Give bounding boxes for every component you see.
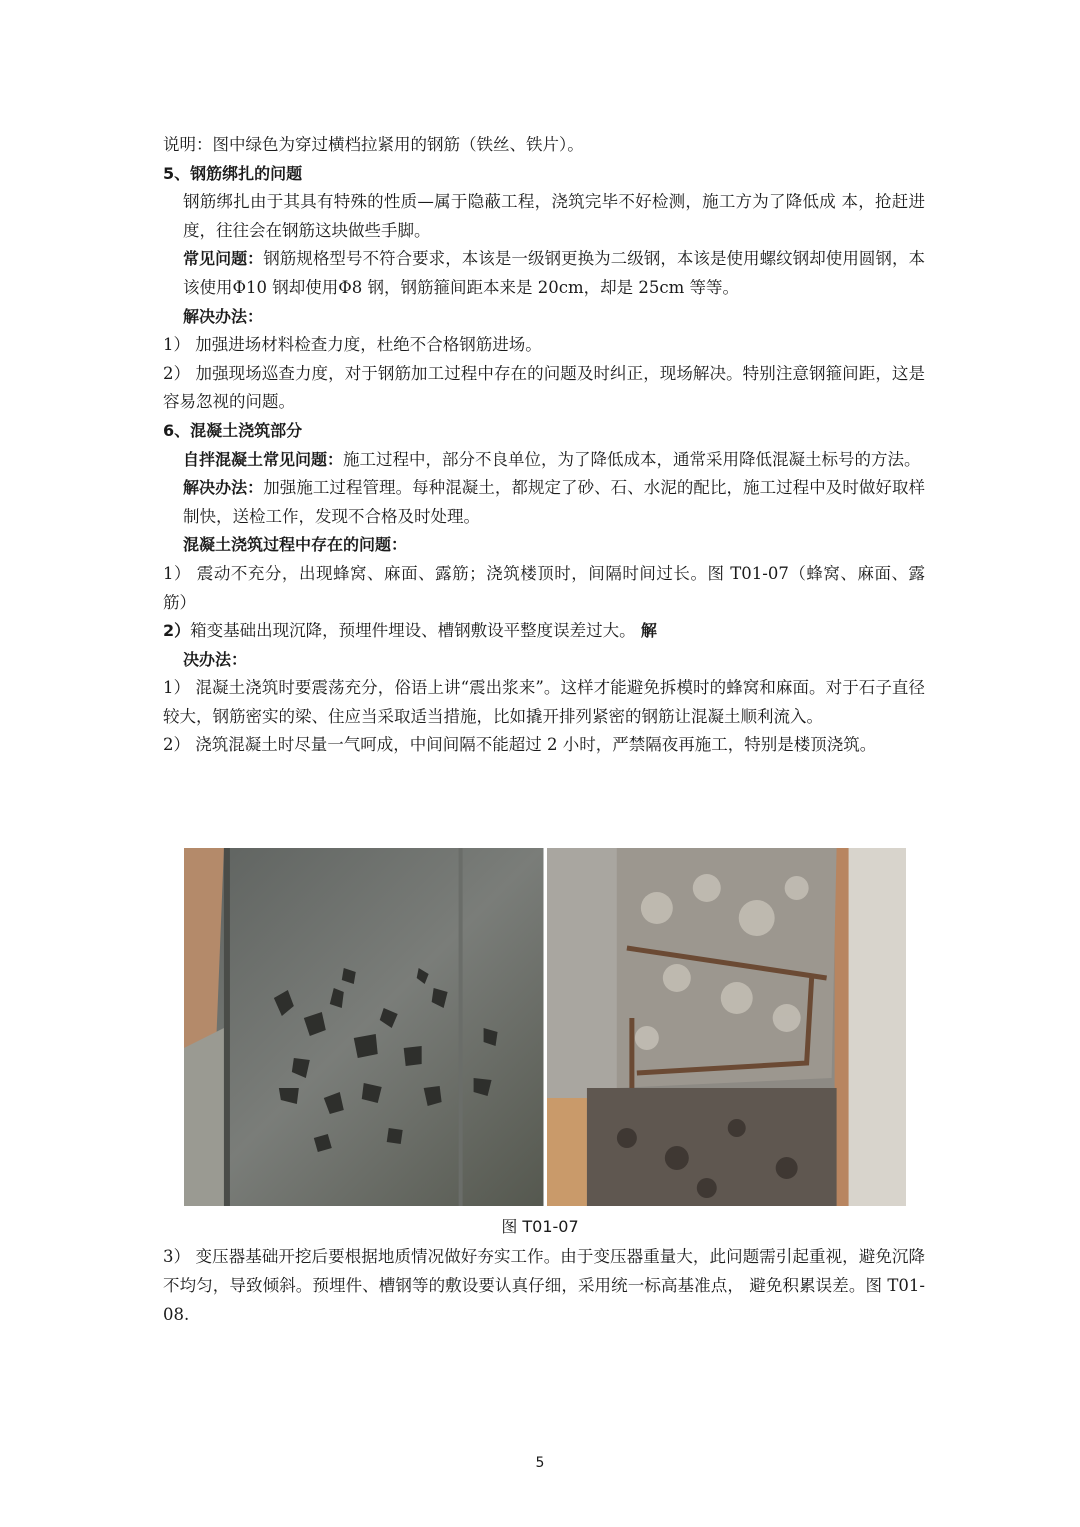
- pour-item-2: [163, 617, 925, 646]
- pour-problems-label: [163, 531, 925, 560]
- section-5-heading: 5、钢筋绑扎的问题: [163, 163, 303, 183]
- pour-item-1: 1） 震动不充分，出现蜂窝、麻面、露筋；浇筑楼顶时，间隔时间过长。图 T01-07（蜂窝、麻面、露筋）: [163, 563, 925, 612]
- exposed-rebar-photo: [547, 848, 907, 1206]
- pour-item-2-number: 2）: [163, 621, 191, 641]
- common-problems-label: 常见问题：: [183, 249, 264, 269]
- paragraph-item-3: 3） 变压器基础开挖后要根据地质情况做好夯实工作。由于变压器重量大，此问题需引起重视，避免沉降不均匀，导致倾斜。预埋件、槽钢等的敷设要认真仔细，采用统一标高基准点， 避免积累误差。图 T01-08.: [163, 1247, 925, 1324]
- solution-label: [163, 303, 925, 332]
- solution2-item-2: 2） 浇筑混凝土时尽量一气呵成，中间间隔不能超过 2 小时，严禁隔夜再施工，特别是楼顶浇筑。: [163, 735, 877, 755]
- note-line: 说明：图中绿色为穿过横档拉紧用的钢筋（铁丝、铁片）。: [163, 135, 584, 154]
- solution2-label-text: 决办法：: [183, 649, 248, 669]
- solution-item-1: 1） 加强进场材料检查力度，杜绝不合格钢筋进场。: [163, 335, 542, 355]
- common-problems-text: 钢筋规格型号不符合要求，本该是一级钢更换为二级钢，本该是使用螺纹钢却使用圆钢，本该使用Φ10 钢却使用Φ8 钢，钢筋箍间距本来是 20cm，却是 25cm 等等。: [183, 249, 925, 297]
- section-5-intro: 钢筋绑扎由于其具有特殊的性质—属于隐蔽工程，浇筑完毕不好检测，施工方为了降低成 本，抢赶进度，往往会在钢筋这块做些手脚。: [183, 192, 925, 240]
- selfmix-paragraph: [163, 446, 925, 475]
- figure-caption: 图 T01-07: [501, 1217, 579, 1236]
- selfmix-text: 施工过程中，部分不良单位，为了降低成本，通常采用降低混凝土标号的方法。: [343, 449, 921, 469]
- honeycomb-concrete-photo: [184, 848, 544, 1206]
- solution-label-text: 解决办法：: [183, 306, 264, 326]
- pour-problems-label-text: 混凝土浇筑过程中存在的问题：: [183, 535, 408, 555]
- selfmix-solution-text: 加强施工过程管理。每种混凝土，都规定了砂、石、水泥的配比，施工过程中及时做好取样制快，送检工作，发现不合格及时处理。: [183, 478, 925, 526]
- selfmix-solution-paragraph: [163, 474, 925, 531]
- page-number: 5: [535, 1455, 545, 1471]
- pour-item-2-tail: 解: [640, 621, 657, 641]
- section-6-heading: 6、混凝土浇筑部分: [163, 420, 303, 440]
- pour-item-2-text: 箱变基础出现沉降，预埋件埋设、槽钢敷设平整度误差过大。: [190, 621, 636, 641]
- content-block: [163, 131, 925, 760]
- solution-item-2: 2） 加强现场巡查力度，对于钢筋加工过程中存在的问题及时纠正，现场解决。特别注意钢箍间距，这是容易忽视的问题。: [163, 363, 925, 412]
- solution2-label: [163, 646, 925, 675]
- selfmix-solution-label: 解决办法：: [183, 478, 264, 498]
- solution2-item-1: 1） 混凝土浇筑时要震荡充分，俗语上讲“震出浆来”。这样才能避免拆模时的蜂窝和麻面。对于石子直径较大，钢筋密实的梁、住应当采取适当措施，比如撬开排列紧密的钢筋让混凝土顺利流入。: [163, 678, 925, 726]
- common-problems-paragraph: [163, 245, 925, 302]
- figure-t01-07: [184, 848, 906, 1206]
- selfmix-label: 自拌混凝土常见问题：: [183, 449, 344, 469]
